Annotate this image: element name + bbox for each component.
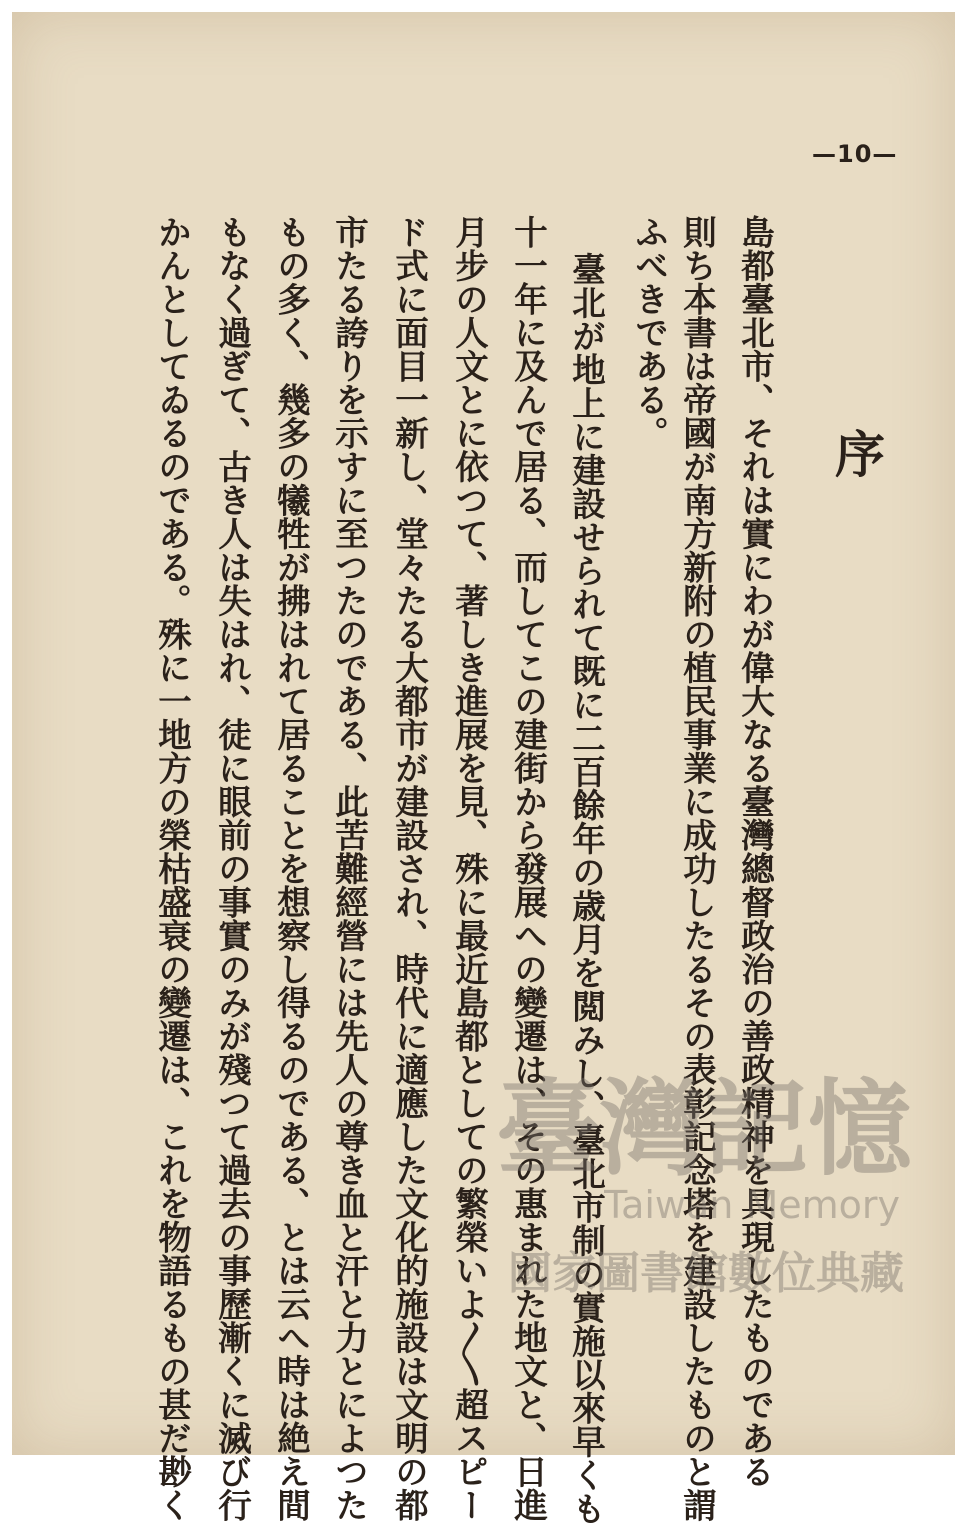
text-column-5: 十一年に及んで居る、而してこの建街から發展への變遷は、その惠まれた地文と、日進 [508,215,548,1522]
text-column-11: かんとしてゐるのである。殊に一地方の榮枯盛衰の變遷は、これを物語るもの甚だ尠く [152,215,192,1522]
page-number: —10— [812,140,898,168]
text-column-4: 臺北が地上に建設せられて既に二百餘年の歳月を閲みし、臺北市制の實施以來早くも [566,252,606,1525]
watermark-english: Taiwan Memory [604,1183,900,1227]
text-column-9: もの多く、幾多の犧牲が拂はれて居ることを想察し得るのである、とは云へ時は絶え間 [271,215,311,1522]
text-column-10: もなく過ぎて、古き人は失はれ、徒に眼前の事實のみが殘つて過去の事歷漸くに滅び行 [212,215,252,1522]
document-page [12,12,955,1525]
watermark-subtitle: 國家圖書館數位典藏 [508,1248,904,1299]
watermark-title: 臺灣記憶 [495,1067,912,1190]
text-column-8: 市たる誇りを示すに至つたのである、此苦難經營には先人の尊き血と汗と力とによつた [329,215,369,1522]
text-column-6: 月步の人文とに依つて、著しき進展を見、殊に最近島都としての繁榮いよ〱超スピー [449,215,489,1522]
page-title: 序 [827,428,886,478]
text-column-2: 則ち本書は帝國が南方新附の植民事業に成功したるその表彰記念塔を建設したものと謂 [677,215,717,1522]
text-column-7: ド式に面目一新し、堂々たる大都市が建設され、時代に適應した文化的施設は文明の都 [389,215,429,1522]
watermark [452,1067,912,1367]
text-column-3: ふべきである。 [629,215,669,450]
text-column-1: 島都臺北市、それは實にわが偉大なる臺灣總督政治の善政精神を具現したものである [735,215,775,1488]
